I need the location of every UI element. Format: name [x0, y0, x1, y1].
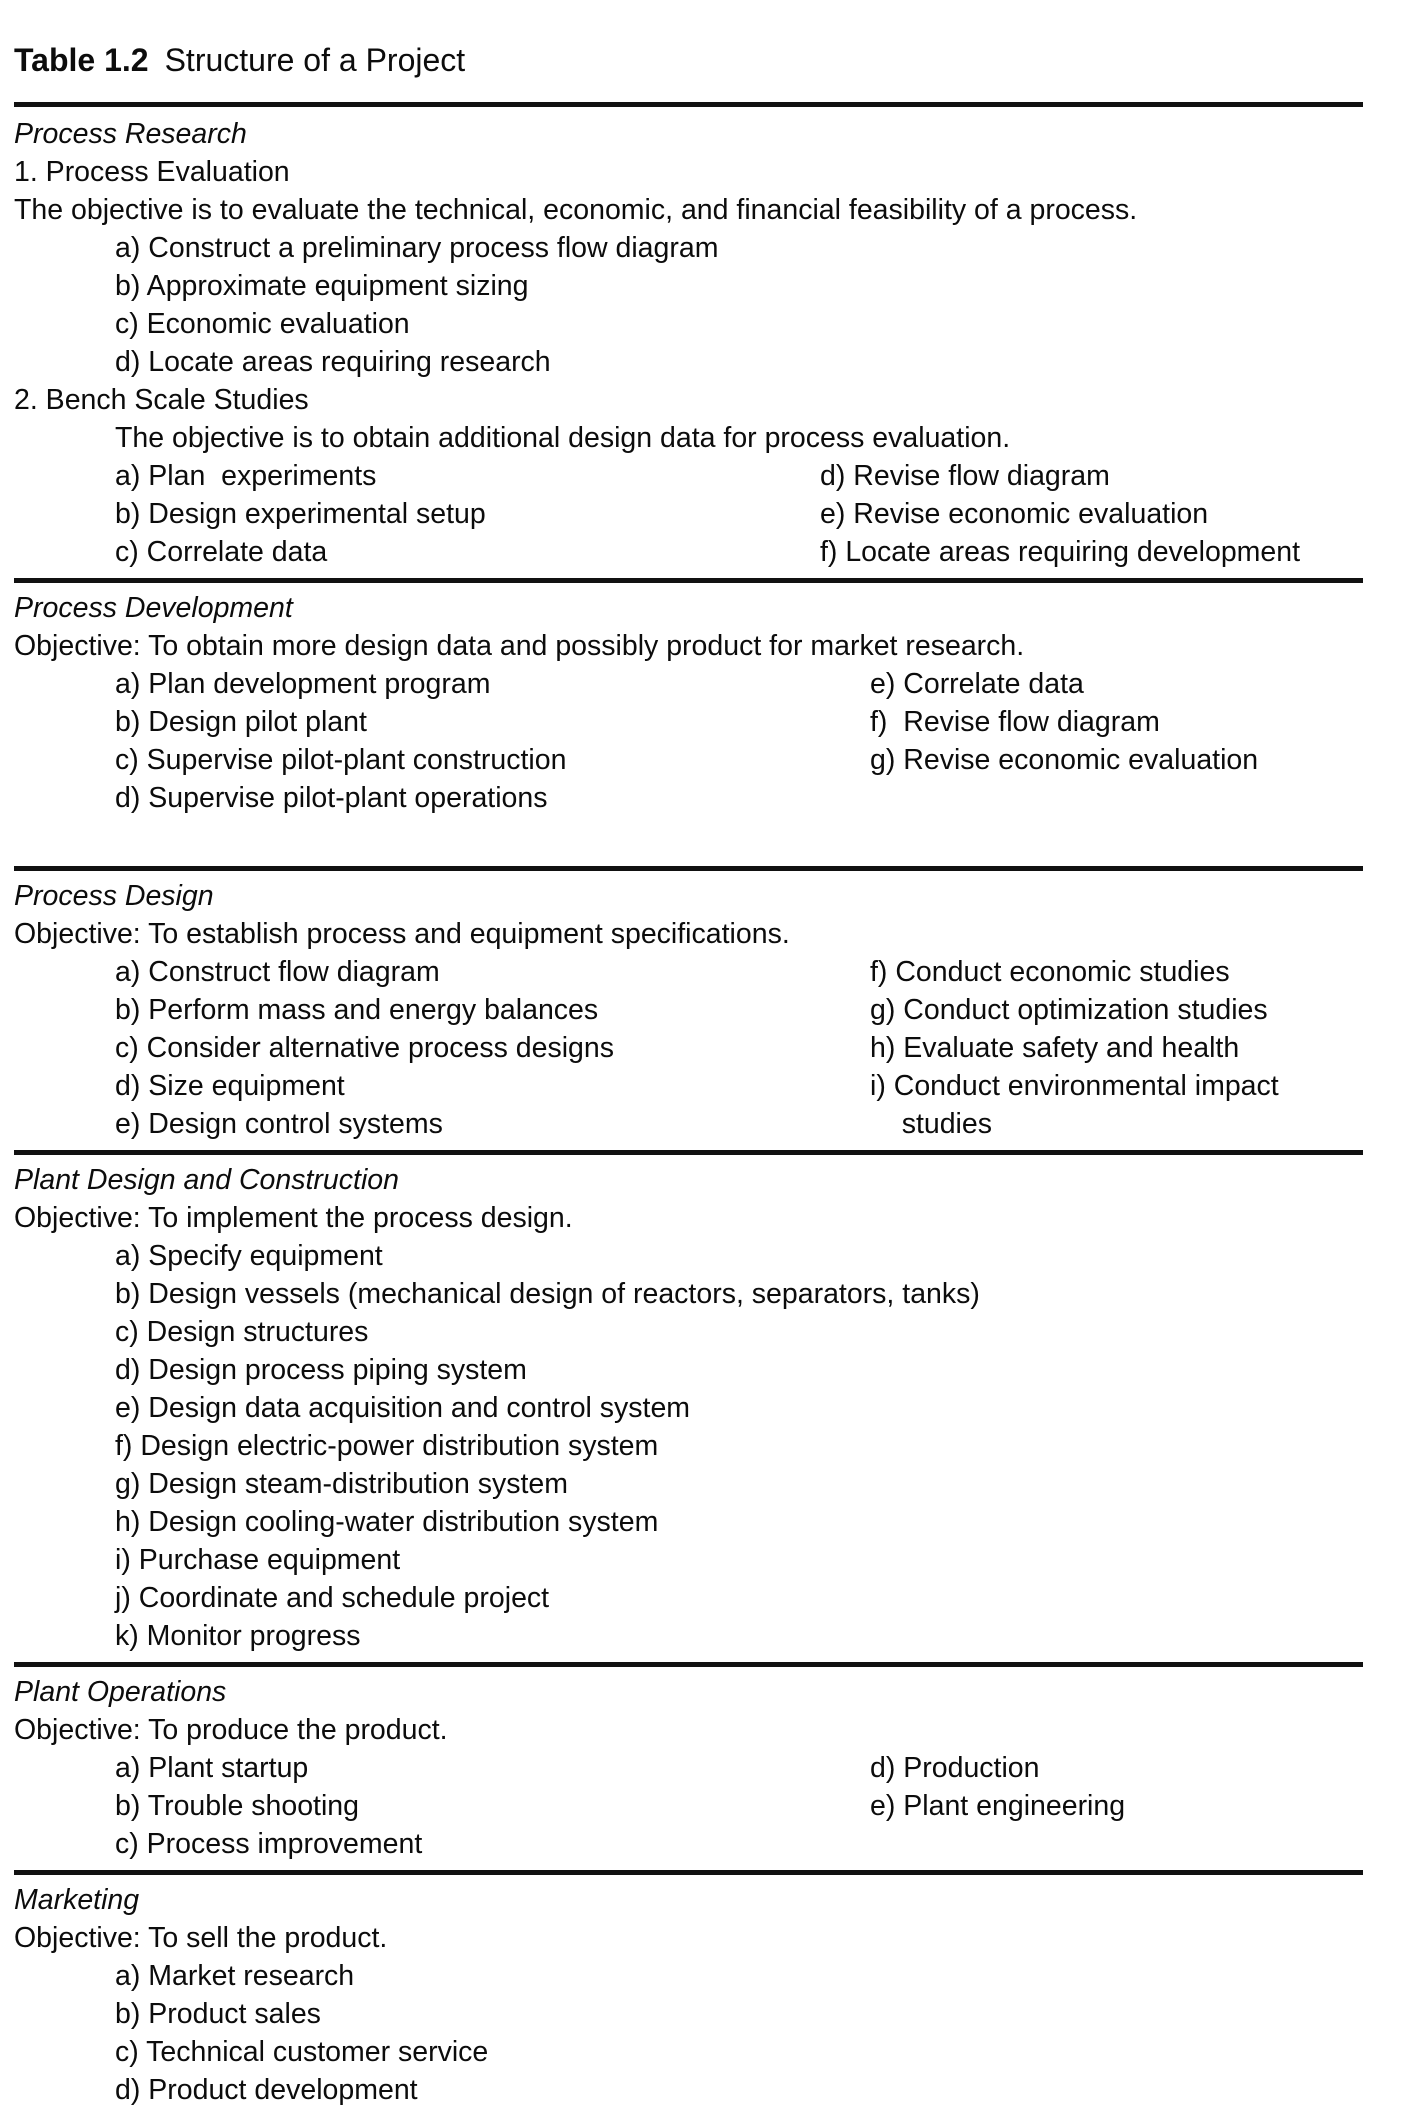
horizontal-rule [14, 102, 1363, 107]
text-line: Objective: To sell the product. [14, 1922, 388, 1954]
two-column-row [14, 1029, 1363, 1067]
list-item: a) Market research [115, 1960, 355, 1992]
horizontal-rule [14, 1870, 1363, 1875]
text-line: Objective: To produce the product. [14, 1714, 448, 1746]
list-item: b) Perform mass and energy balances [115, 994, 599, 1026]
list-item: f) Revise flow diagram [870, 706, 1160, 738]
text-line: The objective is to obtain additional design data for process evaluation. [115, 422, 1011, 454]
list-item: d) Production [870, 1752, 1040, 1784]
list-item: d) Revise flow diagram [820, 460, 1110, 492]
section-marketing [14, 1881, 1363, 2109]
list-item: g) Conduct optimization studies [870, 994, 1268, 1026]
text-line: Objective: To implement the process design. [14, 1202, 573, 1234]
list-item: c) Technical customer service [115, 2036, 489, 2068]
list-item: k) Monitor progress [115, 1620, 361, 1652]
list-item: a) Construct a preliminary process flow diagram [115, 232, 719, 264]
sections-container [14, 115, 1363, 2109]
list-item: e) Design data acquisition and control system [115, 1392, 691, 1424]
two-column-row [14, 1067, 1363, 1105]
section-heading: Process Development [14, 592, 293, 624]
list-item: f) Locate areas requiring development [820, 536, 1301, 568]
list-item: c) Process improvement [115, 1828, 423, 1860]
two-column-row [14, 1787, 1363, 1825]
list-item: c) Design structures [115, 1316, 369, 1348]
text-line: The objective is to evaluate the technical, economic, and financial feasibility of a process. [14, 194, 1138, 226]
list-item: d) Supervise pilot-plant operations [115, 782, 548, 814]
list-item: d) Size equipment [115, 1070, 345, 1102]
section-heading: Marketing [14, 1884, 140, 1916]
list-item: a) Plan development program [115, 668, 491, 700]
list-item: studies [870, 1108, 992, 1140]
two-column-row [14, 457, 1363, 495]
horizontal-rule [14, 1150, 1363, 1155]
list-item: e) Correlate data [870, 668, 1084, 700]
list-item: e) Design control systems [115, 1108, 443, 1140]
list-item: g) Design steam-distribution system [115, 1468, 568, 1500]
horizontal-rule [14, 578, 1363, 583]
list-item: c) Supervise pilot-plant construction [115, 744, 567, 776]
two-column-row [14, 1105, 1363, 1143]
list-item: a) Plan experiments [115, 460, 377, 492]
list-item: f) Conduct economic studies [870, 956, 1230, 988]
list-item: a) Construct flow diagram [115, 956, 440, 988]
text-line: Objective: To establish process and equipment specifications. [14, 918, 790, 950]
two-column-row [14, 533, 1363, 571]
section-heading: Plant Design and Construction [14, 1164, 399, 1196]
list-item: e) Revise economic evaluation [820, 498, 1209, 530]
list-item: d) Product development [115, 2074, 418, 2106]
horizontal-rule [14, 1662, 1363, 1667]
two-column-row [14, 703, 1363, 741]
two-column-row [14, 1749, 1363, 1787]
spacer [14, 817, 1363, 859]
section-heading: Plant Operations [14, 1676, 227, 1708]
list-item: f) Design electric-power distribution system [115, 1430, 659, 1462]
section-process-development [14, 589, 1363, 817]
list-item: h) Evaluate safety and health [870, 1032, 1240, 1064]
list-item: c) Correlate data [115, 536, 328, 568]
list-item [870, 1825, 1363, 1863]
two-column-row [14, 495, 1363, 533]
table-title [14, 40, 1363, 80]
section-heading: Process Design [14, 880, 214, 912]
text-line: Objective: To obtain more design data and possibly product for market research. [14, 630, 1025, 662]
horizontal-rule [14, 866, 1363, 871]
list-item: h) Design cooling-water distribution system [115, 1506, 659, 1538]
list-item: c) Economic evaluation [115, 308, 410, 340]
two-column-row [14, 741, 1363, 779]
section-process-design [14, 877, 1363, 1143]
list-item: a) Plant startup [115, 1752, 309, 1784]
list-item: a) Specify equipment [115, 1240, 383, 1272]
section-plant-design-and-construction [14, 1161, 1363, 1655]
two-column-row [14, 991, 1363, 1029]
section-process-research [14, 115, 1363, 571]
list-item: d) Locate areas requiring research [115, 346, 551, 378]
list-item [870, 779, 1363, 817]
list-item: j) Coordinate and schedule project [115, 1582, 550, 1614]
text-line: 2. Bench Scale Studies [14, 384, 309, 416]
two-column-row [14, 1825, 1363, 1863]
two-column-row [14, 953, 1363, 991]
list-item: d) Design process piping system [115, 1354, 527, 1386]
two-column-row [14, 779, 1363, 817]
table-caption: Structure of a Project [164, 42, 466, 78]
list-item: b) Design pilot plant [115, 706, 367, 738]
list-item: g) Revise economic evaluation [870, 744, 1259, 776]
list-item: b) Approximate equipment sizing [115, 270, 529, 302]
list-item: c) Consider alternative process designs [115, 1032, 614, 1064]
list-item: e) Plant engineering [870, 1790, 1126, 1822]
text-line: 1. Process Evaluation [14, 156, 290, 188]
list-item: b) Product sales [115, 1998, 321, 2030]
list-item: b) Design vessels (mechanical design of reactors, separators, tanks) [115, 1278, 980, 1310]
two-column-row [14, 665, 1363, 703]
list-item: b) Trouble shooting [115, 1790, 359, 1822]
table-number: Table 1.2 [14, 42, 149, 78]
list-item: b) Design experimental setup [115, 498, 486, 530]
section-heading: Process Research [14, 118, 247, 150]
section-plant-operations [14, 1673, 1363, 1863]
list-item: i) Conduct environmental impact [870, 1070, 1279, 1102]
list-item: i) Purchase equipment [115, 1544, 401, 1576]
